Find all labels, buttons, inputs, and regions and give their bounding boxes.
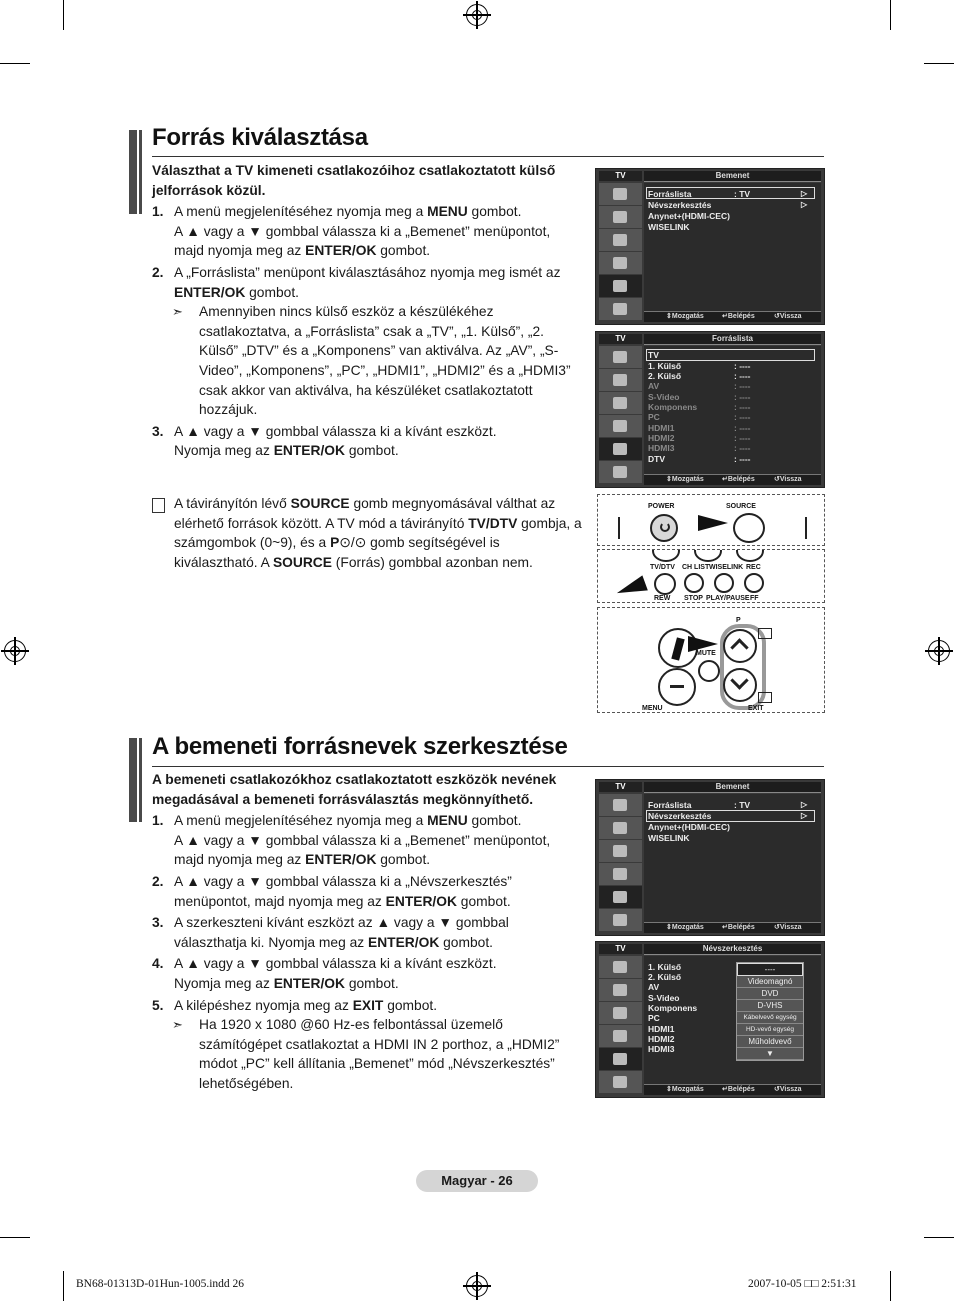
remote-outline xyxy=(618,517,620,539)
crop-mark xyxy=(924,63,954,64)
osd-row[interactable]: HDMI2 xyxy=(648,1034,675,1044)
osd-main xyxy=(644,183,821,311)
source-label: SOURCE xyxy=(726,503,756,510)
intro-text: A bemeneti csatlakozókhoz csatlakoztatott eszközök nevének megadásával a bemeneti forrásválasztás megkönnyíthető. xyxy=(152,772,557,807)
osd-main xyxy=(644,346,821,474)
remote-channel-image xyxy=(597,607,825,713)
crop-mark xyxy=(63,0,64,30)
note-icon xyxy=(152,498,165,513)
osd-tv-label: TV xyxy=(599,334,642,344)
osd-side-icons xyxy=(599,346,642,484)
input-icon xyxy=(599,438,642,460)
sound-icon xyxy=(599,369,642,391)
osd-footer: ⇕ Mozgatás ↵ Belépés ↺ Vissza xyxy=(644,311,821,322)
sound-icon xyxy=(599,979,642,1001)
osd-row[interactable]: DTV : ---- xyxy=(648,454,751,464)
step-2: 2. A „Forráslista” menüpont kiválasztásához nyomja meg ismét az ENTER/OK gombot. xyxy=(152,264,561,300)
step-number: 5. xyxy=(152,997,164,1013)
osd-tv-label: TV xyxy=(599,944,642,954)
step-number: 2. xyxy=(152,873,164,889)
osd-row[interactable]: Komponens xyxy=(648,1003,698,1013)
remote-outline xyxy=(805,517,807,539)
osd-side-icons xyxy=(599,183,642,321)
application-icon xyxy=(599,909,642,931)
info-icon xyxy=(758,692,772,703)
channel-icon xyxy=(599,840,642,862)
osd-row[interactable]: S-Video xyxy=(648,993,680,1003)
remote-button xyxy=(714,573,734,593)
section2-body xyxy=(152,770,582,1094)
setup-icon xyxy=(599,1025,642,1047)
osd-row[interactable]: AV : ---- xyxy=(648,381,751,391)
osd-row[interactable]: 1. Külső : ---- xyxy=(648,361,751,371)
osd-title: Forráslista xyxy=(644,334,821,345)
note-arrow-icon: ➣ xyxy=(172,304,183,320)
power-icon xyxy=(650,514,678,542)
section-bar xyxy=(129,738,137,822)
dropdown-option[interactable]: Műholdvevő xyxy=(737,1036,803,1048)
title-rule xyxy=(152,766,824,767)
chlist-label: CH LIST xyxy=(682,564,710,571)
osd-row[interactable]: S-Video : ---- xyxy=(648,392,751,402)
osd-row[interactable]: WISELINK xyxy=(648,833,690,843)
power-label: POWER xyxy=(648,503,675,510)
registration-mark-icon xyxy=(466,4,488,26)
page-number: Magyar - 26 xyxy=(416,1170,538,1192)
remote-button xyxy=(744,573,764,593)
picture-icon xyxy=(599,346,642,368)
crop-mark xyxy=(0,1237,30,1238)
title-rule xyxy=(152,156,824,157)
tvdtv-button-icon xyxy=(654,573,676,595)
osd-row[interactable]: PC : ---- xyxy=(648,412,751,422)
section1-body xyxy=(152,161,582,461)
section-title: Forrás kiválasztása xyxy=(152,124,368,151)
osd-title: Bemenet xyxy=(644,782,821,793)
osd-row[interactable]: HDMI3 xyxy=(648,1044,675,1054)
osd-row[interactable]: Névszerkesztés ▷ xyxy=(648,811,808,821)
setup-icon xyxy=(599,252,642,274)
menu-label: MENU xyxy=(642,705,663,712)
osd-row[interactable]: 1. Külső xyxy=(648,962,682,972)
dropdown-option[interactable]: Videomagnó xyxy=(737,976,803,988)
mute-label: MUTE xyxy=(696,650,716,657)
name-dropdown[interactable] xyxy=(736,962,804,1061)
p-label: P xyxy=(736,617,741,624)
dropdown-option[interactable]: D-VHS xyxy=(737,1000,803,1012)
step-number: 4. xyxy=(152,956,164,972)
note: ➣ Amennyiben nincs külső eszköz a készülékéhez csatlakoztatva, a „Forráslista” csak a „TV”, „1. Külső”, „2. Külső” „DTV” és a „Komponens” van aktiválva. Az „AV”, „S-Video”, „Komponens”, „PC”, „HDMI1”, „HDMI2” és a „HDMI3” csak akkor van aktiválva, ha készüléket csatlakoztatott hozzájuk. xyxy=(172,304,571,418)
dropdown-option[interactable]: ---- xyxy=(737,963,803,976)
remote-button xyxy=(684,573,704,593)
osd-row[interactable]: Forráslista : TV ▷ xyxy=(648,189,808,199)
osd-row[interactable]: Komponens : ---- xyxy=(648,402,751,412)
ff-label: FF xyxy=(750,595,759,602)
pointer-arrow-icon xyxy=(698,515,728,531)
osd-row[interactable]: HDMI2 : ---- xyxy=(648,433,751,443)
picture-icon xyxy=(599,794,642,816)
step-4: 4. A ▲ vagy a ▼ gombbal válassza ki a kívánt eszközt. Nyomja meg az ENTER/OK gombot. xyxy=(152,956,497,991)
osd-row[interactable]: AV xyxy=(648,982,660,992)
pointer-arrow-icon xyxy=(614,575,648,600)
section-bar xyxy=(129,130,137,214)
osd-row[interactable]: Anynet+(HDMI-CEC) xyxy=(648,822,730,832)
dropdown-option[interactable]: Kábelvevő egység xyxy=(737,1012,803,1024)
print-date-info: 2007-10-05 □□ 2:51:31 xyxy=(748,1278,857,1290)
playpause-label: PLAY/PAUSE xyxy=(706,595,750,602)
dropdown-option[interactable]: DVD xyxy=(737,988,803,1000)
channel-up-icon xyxy=(723,629,757,663)
section-bar xyxy=(139,130,142,214)
note: ➣ Ha 1920 x 1080 @60 Hz-es felbontással üzemelő számítógépet csatlakoztat a HDMI IN 2 porthoz, a „HDMI2” módot „PC” kell állítania „Bemenet” mód „Névszerkesztés” lehetőségében. xyxy=(172,1017,560,1091)
picture-icon xyxy=(599,183,642,205)
pointer-arrow-icon xyxy=(688,636,718,652)
input-icon xyxy=(599,1048,642,1070)
osd-row[interactable]: Anynet+(HDMI-CEC) xyxy=(648,211,730,221)
mute-icon xyxy=(698,660,720,682)
remote-power-source-image xyxy=(597,494,825,546)
registration-mark-icon xyxy=(466,1275,488,1297)
sound-icon xyxy=(599,817,642,839)
application-icon xyxy=(599,298,642,320)
step-3: 3. A ▲ vagy a ▼ gombbal válassza ki a kívánt eszközt. Nyomja meg az ENTER/OK gombot. xyxy=(152,423,497,459)
osd-title: Bemenet xyxy=(644,171,821,182)
intro-text: Választhat a TV kimeneti csatlakozóihoz csatlakoztatott külső jelforrások közül. xyxy=(152,163,556,198)
remote-button xyxy=(694,549,722,562)
source-button-icon xyxy=(733,513,765,543)
crop-mark xyxy=(924,1237,954,1238)
osd-footer: ⇕ Mozgatás ↵ Belépés ↺ Vissza xyxy=(644,474,821,485)
sound-icon xyxy=(599,206,642,228)
osd-side-icons xyxy=(599,956,642,1094)
channel-list-icon xyxy=(758,628,772,639)
step-number: 3. xyxy=(152,915,164,931)
crop-mark xyxy=(63,1271,64,1301)
dropdown-option[interactable]: HD-vevő egység xyxy=(737,1024,803,1036)
osd-row[interactable]: WISELINK xyxy=(648,222,690,232)
setup-icon xyxy=(599,863,642,885)
osd-main xyxy=(644,794,821,922)
rew-label: REW xyxy=(654,595,671,602)
tip-block: A távirányítón lévő SOURCE gomb megnyomásával válthat az elérhető források között. A TV mód a távirányító TV/DTV gombja, a számgombok (0~9), és a P⊙/⊙ gomb segítségével is kiválasztható. A SOURCE (Forrás) gombbal azonban nem. xyxy=(152,494,582,572)
step-1: 1. A menü megjelenítéséhez nyomja meg a MENU gombot. A ▲ vagy a ▼ gombbal válassza ki a „Bemenet” menüpontot, majd nyomja meg az ENTER/OK gombot. xyxy=(152,813,551,868)
input-icon xyxy=(599,275,642,297)
osd-highlight xyxy=(646,349,815,361)
osd-row[interactable]: HDMI1 xyxy=(648,1024,675,1034)
osd-row[interactable]: 2. Külső xyxy=(648,972,682,982)
stop-label: STOP xyxy=(684,595,703,602)
crop-mark xyxy=(0,63,30,64)
application-icon xyxy=(599,461,642,483)
scroll-down-icon[interactable]: ▼ xyxy=(737,1048,803,1060)
input-icon xyxy=(599,886,642,908)
remote-tvdtv-image xyxy=(597,549,825,603)
section-bar xyxy=(139,738,142,822)
channel-down-icon xyxy=(723,668,757,702)
channel-icon xyxy=(599,229,642,251)
registration-mark-icon xyxy=(928,640,950,662)
step-1: 1. A menü megjelenítéséhez nyomja meg a MENU gombot. A ▲ vagy a ▼ gombbal válassza ki a „Bemenet” menüpontot, majd nyomja meg az ENTER/OK gombot. xyxy=(152,204,551,259)
crop-mark xyxy=(890,0,891,30)
osd-row[interactable]: Névszerkesztés ▷ xyxy=(648,200,808,210)
application-icon xyxy=(599,1071,642,1093)
tvdtv-label: TV/DTV xyxy=(650,564,675,571)
wiselink-label: WISELINK xyxy=(709,564,744,571)
osd-footer: ⇕ Mozgatás ↵ Belépés ↺ Vissza xyxy=(644,922,821,933)
osd-tv-label: TV xyxy=(599,782,642,792)
osd-row[interactable]: Forráslista : TV ▷ xyxy=(648,800,808,810)
step-3: 3. A szerkeszteni kívánt eszközt az ▲ vagy a ▼ gombbal választhatja ki. Nyomja meg az ENTER/OK gombot. xyxy=(152,915,509,950)
channel-icon xyxy=(599,1002,642,1024)
osd-name-edit xyxy=(595,941,825,1098)
step-2: 2. A ▲ vagy a ▼ gombbal válassza ki a „Névszerkesztés” menüpontot, majd nyomja meg az ENTER/OK gombot. xyxy=(152,873,512,909)
note-arrow-icon: ➣ xyxy=(172,1017,183,1033)
osd-row[interactable]: PC xyxy=(648,1013,660,1023)
osd-row[interactable]: HDMI1 : ---- xyxy=(648,423,751,433)
osd-tv-label: TV xyxy=(599,171,642,181)
osd-row[interactable]: HDMI3 : ---- xyxy=(648,443,751,453)
step-5: 5. A kilépéshez nyomja meg az EXIT gombot. xyxy=(152,996,582,1016)
crop-mark xyxy=(890,1271,891,1301)
osd-input-menu xyxy=(595,168,825,325)
picture-icon xyxy=(599,956,642,978)
osd-title: Névszerkesztés xyxy=(644,944,821,955)
remote-button xyxy=(736,549,764,562)
osd-input-menu xyxy=(595,779,825,936)
step-number: 2. xyxy=(152,264,164,280)
osd-source-list xyxy=(595,331,825,488)
exit-label: EXIT xyxy=(748,705,764,712)
osd-main xyxy=(644,956,821,1084)
osd-footer: ⇕ Mozgatás ↵ Belépés ↺ Vissza xyxy=(644,1084,821,1095)
setup-icon xyxy=(599,415,642,437)
remote-button xyxy=(652,549,680,562)
registration-mark-icon xyxy=(4,640,26,662)
channel-icon xyxy=(599,392,642,414)
section-title: A bemeneti forrásnevek szerkesztése xyxy=(152,733,568,760)
step-number: 3. xyxy=(152,423,164,439)
osd-row[interactable]: 2. Külső : ---- xyxy=(648,371,751,381)
volume-down-icon xyxy=(658,668,696,706)
step-number: 1. xyxy=(152,813,164,829)
print-file-info: BN68-01313D-01Hun-1005.indd 26 xyxy=(76,1278,245,1290)
rec-label: REC xyxy=(746,564,761,571)
osd-row[interactable]: TV xyxy=(648,350,659,360)
step-number: 1. xyxy=(152,204,164,220)
osd-side-icons xyxy=(599,794,642,932)
